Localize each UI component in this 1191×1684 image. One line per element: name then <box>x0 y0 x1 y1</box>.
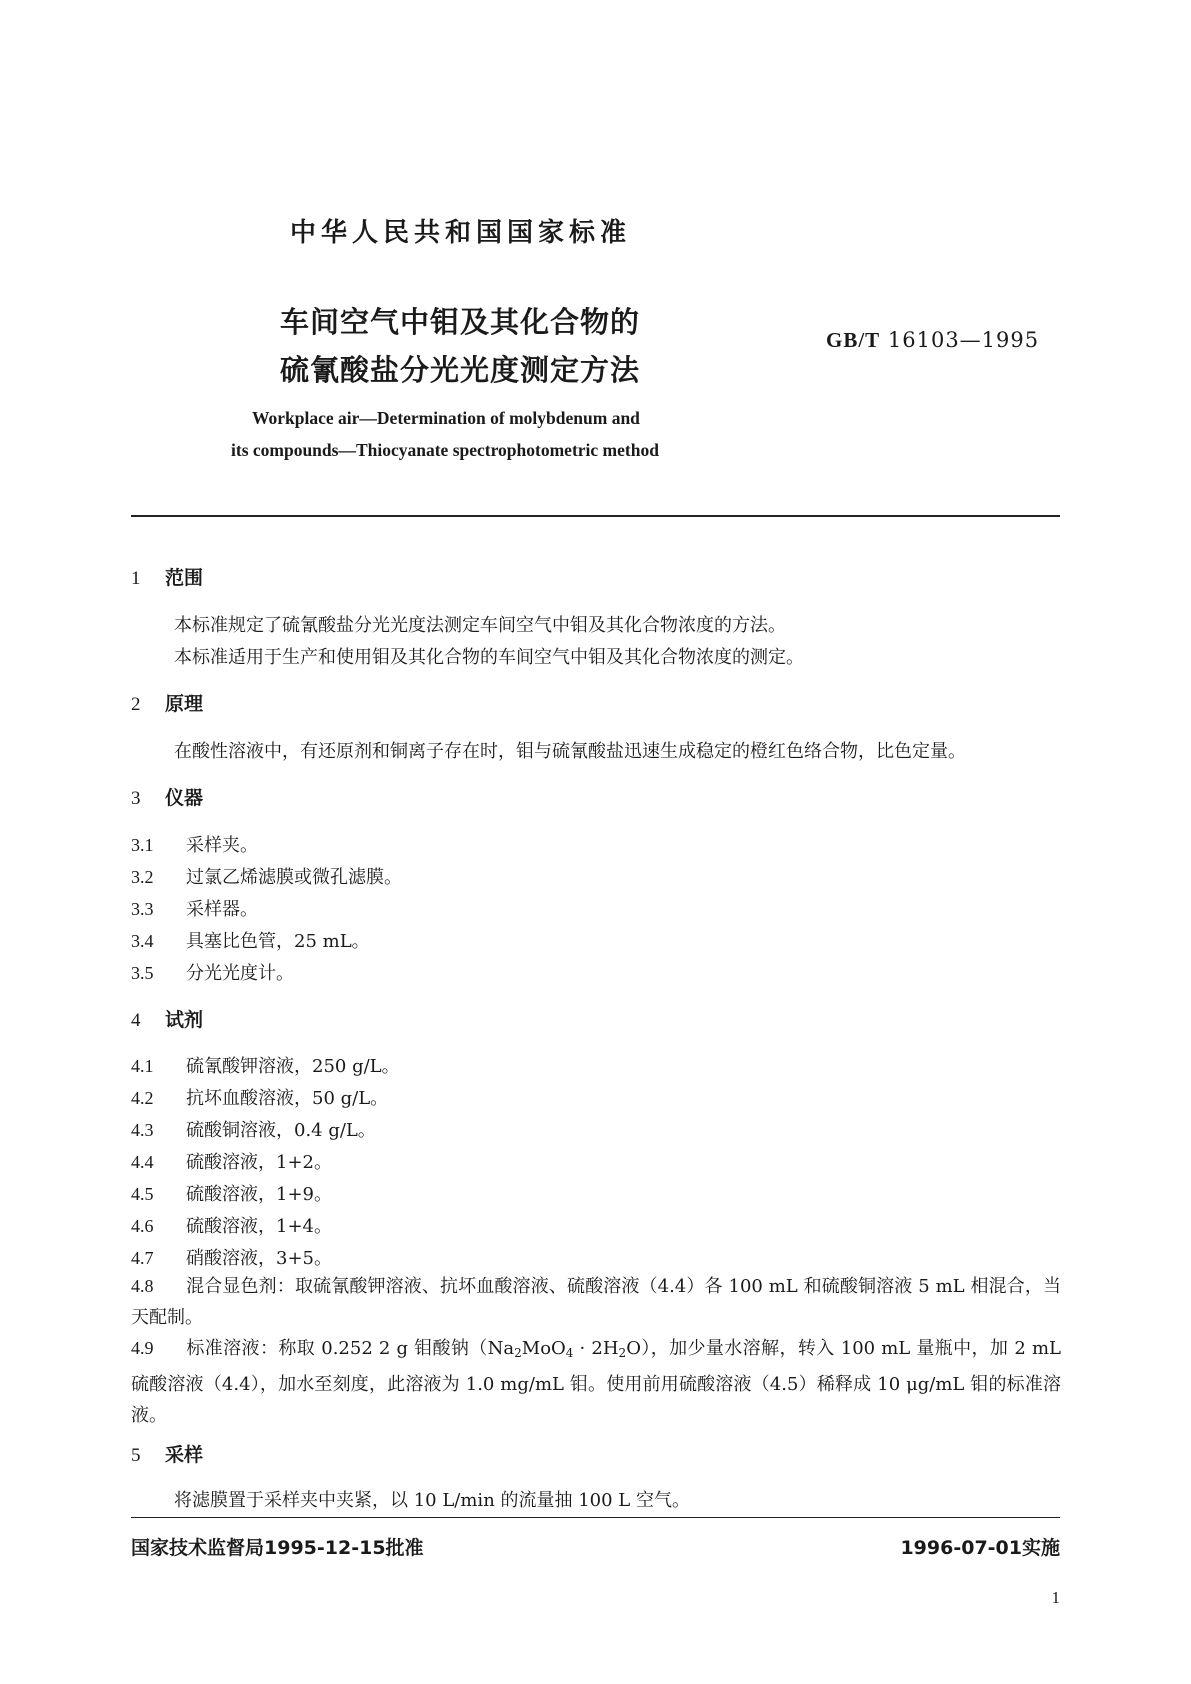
list-item: 3.4 具塞比色管，25 mL。 <box>131 931 370 952</box>
list-item: 4.4 硫酸溶液，1+2。 <box>131 1152 332 1173</box>
standard-code <box>826 328 1039 353</box>
list-item: 4.2 抗坏血酸溶液，50 g/L。 <box>131 1088 389 1109</box>
title-cn-line2: 硫氰酸盐分光光度测定方法 <box>280 353 641 387</box>
title-en-line1: Workplace air—Determination of molybdenum and <box>252 408 640 428</box>
section-5-heading: 5 采样 <box>131 1444 204 1466</box>
header-divider <box>131 515 1060 517</box>
section-2-para-1: 在酸性溶液中，有还原剂和铜离子存在时，钼与硫氰酸盐迅速生成稳定的橙红色络合物，比色定量。 <box>174 741 966 762</box>
list-item: 3.1 采样夹。 <box>131 835 258 856</box>
implementation-date: 1996-07-01实施 <box>900 1537 1060 1559</box>
title-en-line2: its compounds—Thiocyanate spectrophotometric method <box>231 440 659 460</box>
section-1-heading: 1 范围 <box>131 567 204 589</box>
standard-prefix: GB/T <box>826 328 881 352</box>
section-1-para-2: 本标准适用于生产和使用钼及其化合物的车间空气中钼及其化合物浓度的测定。 <box>174 647 804 668</box>
approval-date: 国家技术监督局1995-12-15批准 <box>131 1537 424 1559</box>
section-5-para-1: 将滤膜置于采样夹中夹紧，以 10 L/min 的流量抽 100 L 空气。 <box>174 1490 690 1511</box>
list-item: 4.1 硫氰酸钾溶液，250 g/L。 <box>131 1056 400 1077</box>
footer-divider <box>131 1517 1060 1518</box>
title-cn-line1: 车间空气中钼及其化合物的 <box>280 305 641 339</box>
list-item-4-8: 4.8 混合显色剂：取硫氰酸钾溶液、抗坏血酸溶液、硫酸溶液（4.4）各 100 mL 和硫酸铜溶液 5 mL 相混合，当天配制。 <box>131 1276 1061 1328</box>
national-standard-heading: 中华人民共和国国家标准 <box>290 218 632 248</box>
list-item: 3.3 采样器。 <box>131 899 258 920</box>
list-item: 3.5 分光光度计。 <box>131 963 294 984</box>
list-item: 4.7 硝酸溶液，3+5。 <box>131 1248 332 1269</box>
list-item: 4.5 硫酸溶液，1+9。 <box>131 1184 332 1205</box>
section-3-heading: 3 仪器 <box>131 787 204 809</box>
section-1-para-1: 本标准规定了硫氰酸盐分光光度法测定车间空气中钼及其化合物浓度的方法。 <box>174 615 786 636</box>
section-2-heading: 2 原理 <box>131 693 204 715</box>
list-item: 4.3 硫酸铜溶液，0.4 g/L。 <box>131 1120 376 1141</box>
page-number: 1 <box>1051 1588 1060 1607</box>
section-4-heading: 4 试剂 <box>131 1009 204 1031</box>
list-item-4-9: 4.9 标准溶液：称取 0.252 2 g 钼酸钠$(Na_2MoO_4 \cdot 2H_2O)$，加少量水溶解，转入 100 mL 量瓶中，加 2 mL 硫酸溶液（4.4），加水至刻度，此溶液为 1.0 mg/mL 钼。使用前用硫酸溶液（4.5）稀释成 10 μg/mL 钼的标准溶液。 <box>131 1338 1061 1426</box>
standard-number: 16103—1995 <box>887 328 1040 352</box>
list-item: 4.6 硫酸溶液，1+4。 <box>131 1216 332 1237</box>
list-item: 3.2 过氯乙烯滤膜或微孔滤膜。 <box>131 867 402 888</box>
